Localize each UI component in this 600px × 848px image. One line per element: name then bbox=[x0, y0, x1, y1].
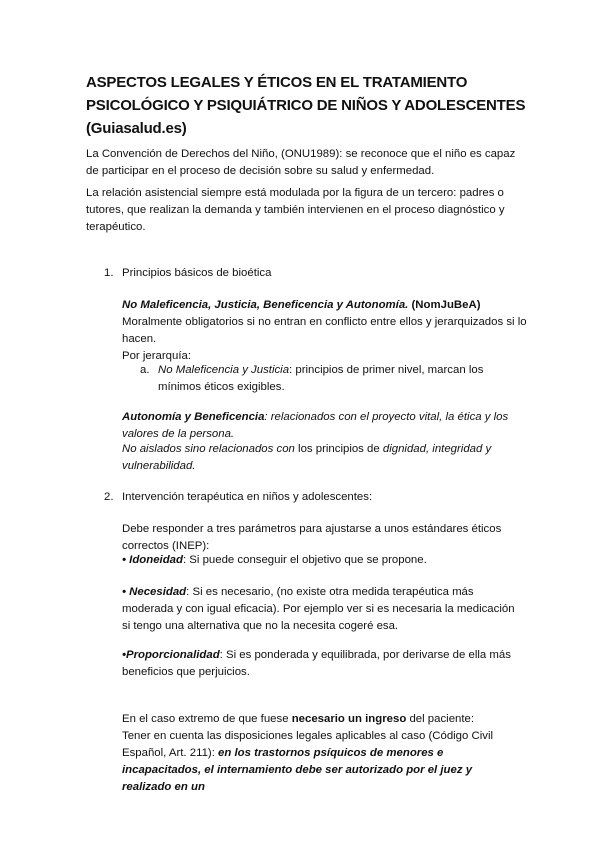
section-2-heading: Intervención terapéutica en niños y adolescentes: bbox=[122, 491, 373, 503]
autonomy-text: : relacionados con el proyecto vital, la ética y los valores de la persona. bbox=[122, 411, 509, 440]
parameters-intro: Debe responder a tres parámetros para ajustarse a unos estándares éticos correctos (INEP): bbox=[122, 523, 502, 552]
isolated-part-2: los principios de bbox=[294, 443, 383, 455]
intro-paragraph-2: La relación asistencial siempre está modulada por la figura de un tercero: padres o tutores, que realizan la demanda y también intervienen en el proceso diagnóstico y terapéutico. bbox=[86, 187, 505, 233]
hierarchy-text: Por jerarquía: bbox=[122, 350, 192, 362]
moral-text: Moralmente obligatorios si no entran en conflicto entre ellos y jerarquizados si lo hacen. bbox=[122, 316, 527, 345]
isolated-part-3: dignidad, integridad y vulnerabilidad. bbox=[122, 443, 492, 472]
section-1-heading: Principios básicos de bioética bbox=[122, 267, 272, 279]
document-title: ASPECTOS LEGALES Y ÉTICOS EN EL TRATAMIENTO PSICOLÓGICO Y PSIQUIÁTRICO DE NIÑOS Y ADOLESCENTES (Guiasalud.es) bbox=[86, 74, 526, 137]
legal-part-2: en los trastornos psíquicos de menores e incapacitados, el internamiento debe ser autorizado por el juez y realizado en un bbox=[122, 747, 473, 793]
idoneidad-item bbox=[122, 552, 532, 569]
sub-item-a bbox=[158, 362, 488, 396]
section-2-number: 2. bbox=[104, 491, 114, 503]
extreme-part-3: del paciente: bbox=[406, 713, 475, 725]
intro-paragraph-1: La Convención de Derechos del Niño, (ONU1989): se reconoce que el niño es capaz de participar en el proceso de decisión sobre su salud y enfermedad. bbox=[86, 148, 516, 177]
sub-item-a-letter: a. bbox=[140, 364, 150, 376]
legal-part-1: Tener en cuenta las disposiciones legales aplicables al caso (Código Civil Español, Art. 211): bbox=[122, 730, 494, 759]
isolated-paragraph bbox=[122, 441, 502, 475]
extreme-part-1: En el caso extremo de que fuese bbox=[122, 713, 292, 725]
idoneidad-label: • Idoneidad bbox=[122, 554, 183, 566]
sub-item-a-rest: : principios de primer nivel, marcan los mínimos éticos exigibles. bbox=[158, 364, 484, 393]
autonomy-paragraph bbox=[122, 409, 522, 443]
principles-acronym: (NomJuBeA) bbox=[411, 299, 481, 311]
autonomy-label: Autonomía y Beneficencia bbox=[122, 411, 265, 423]
necesidad-item bbox=[122, 584, 522, 635]
section-1-number: 1. bbox=[104, 267, 114, 279]
principles-line bbox=[122, 297, 532, 314]
extreme-part-2: necesario un ingreso bbox=[291, 713, 407, 725]
legal-paragraph bbox=[122, 728, 522, 796]
sub-item-a-italic: No Maleficencia y Justicia bbox=[158, 364, 290, 376]
isolated-part-1: No aislados sino relacionados con bbox=[122, 443, 295, 455]
proporcionalidad-text: : Si es ponderada y equilibrada, por derivarse de ella más beneficios que perjuicios. bbox=[122, 649, 511, 678]
extreme-case bbox=[122, 711, 532, 728]
necesidad-text: : Si es necesario, (no existe otra medida terapéutica más moderada y con igual eficacia). Por ejemplo ver si es necesaria la medicación si tengo una alternativa que no la necesita cogeré esa. bbox=[122, 586, 515, 632]
necesidad-label: • Necesidad bbox=[122, 586, 187, 598]
principles-text: No Maleficencia, Justicia, Beneficencia y Autonomía. bbox=[122, 299, 409, 311]
proporcionalidad-label: •Proporcionalidad bbox=[122, 649, 220, 661]
idoneidad-text: : Si puede conseguir el objetivo que se propone. bbox=[182, 554, 427, 566]
proporcionalidad-item bbox=[122, 647, 522, 681]
